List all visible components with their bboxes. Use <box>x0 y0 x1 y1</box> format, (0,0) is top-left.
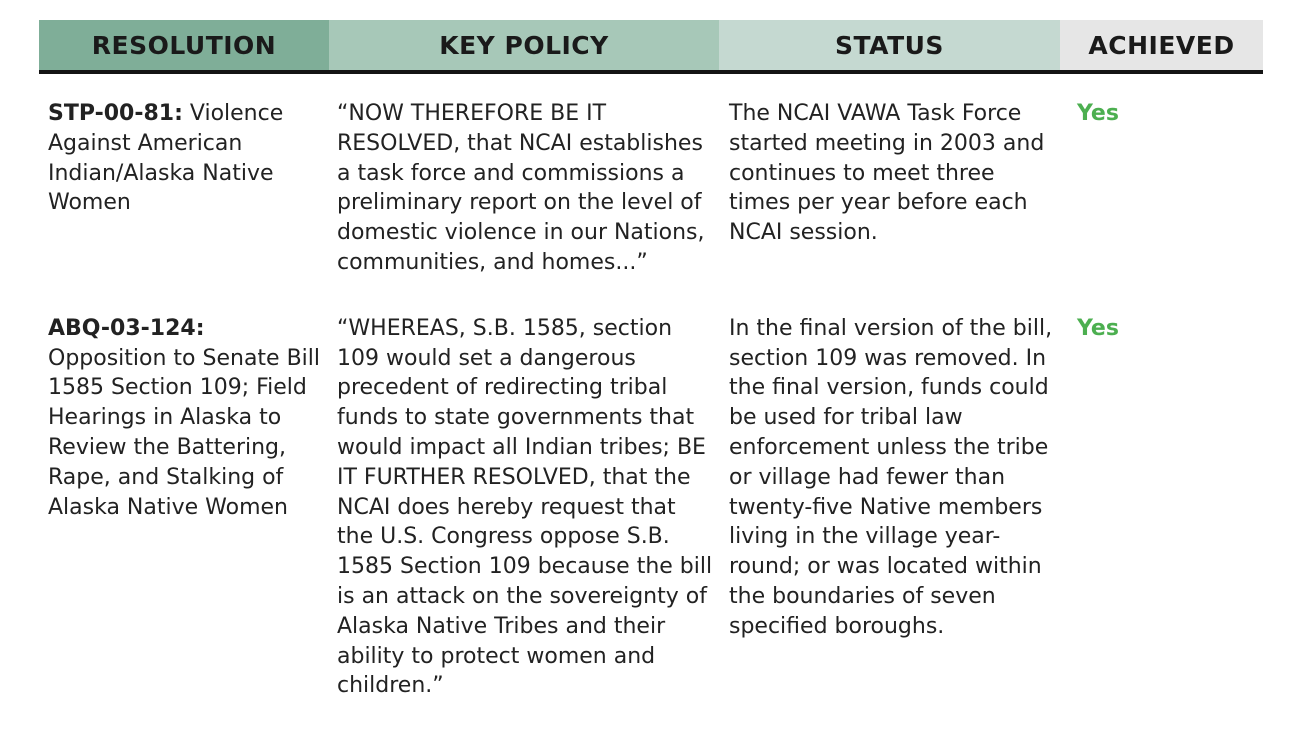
table-row <box>39 314 1263 701</box>
resolution-title: Opposition to Senate Bill 1585 Section 109; Field Hearings in Alaska to Review the Battering, Rape, and Stalking of Alaska Native Women <box>48 345 321 520</box>
key-policy-cell: “NOW THEREFORE BE IT RESOLVED, that NCAI establishes a task force and commissions a preliminary report on the level of domestic violence in our Nations, communities, and homes...” <box>337 101 705 275</box>
table-row <box>39 99 1263 278</box>
resolution-title: Violence Against American Indian/Alaska Native Women <box>48 101 284 216</box>
table-header <box>39 20 1263 74</box>
header-achieved: ACHIEVED <box>1060 20 1263 70</box>
header-status: STATUS <box>719 20 1060 70</box>
resolution-cell <box>39 99 329 218</box>
key-policy-cell: “WHEREAS, S.B. 1585, section 109 would set a dangerous precedent of redirecting tribal funds to state governments that would impact all Indian tribes; BE IT FURTHER RESOLVED, that the NCAI does hereby request that the U.S. Congress oppose S.B. 1585 Section 109 because the bill is an attack on the sovereignty of Alaska Native Tribes and their ability to protect women and children.” <box>337 315 713 699</box>
resolution-cell <box>39 314 329 523</box>
resolution-code: STP-00-81: <box>48 101 183 126</box>
achieved-cell: Yes <box>1077 315 1119 341</box>
status-cell: In the final version of the bill, section 109 was removed. In the final version, funds could be used for tribal law enforcement unless the tribe or village had fewer than twenty-five Native members living in the village year-round; or was located within the boundaries of seven specified boroughs. <box>729 315 1053 639</box>
resolution-code: ABQ-03-124: <box>48 315 205 341</box>
status-cell: The NCAI VAWA Task Force started meeting in 2003 and continues to meet three times per year before each NCAI session. <box>729 101 1045 246</box>
resolutions-table <box>39 20 1263 701</box>
header-resolution: RESOLUTION <box>39 20 329 70</box>
achieved-cell: Yes <box>1077 101 1119 126</box>
header-key-policy: KEY POLICY <box>329 20 719 70</box>
